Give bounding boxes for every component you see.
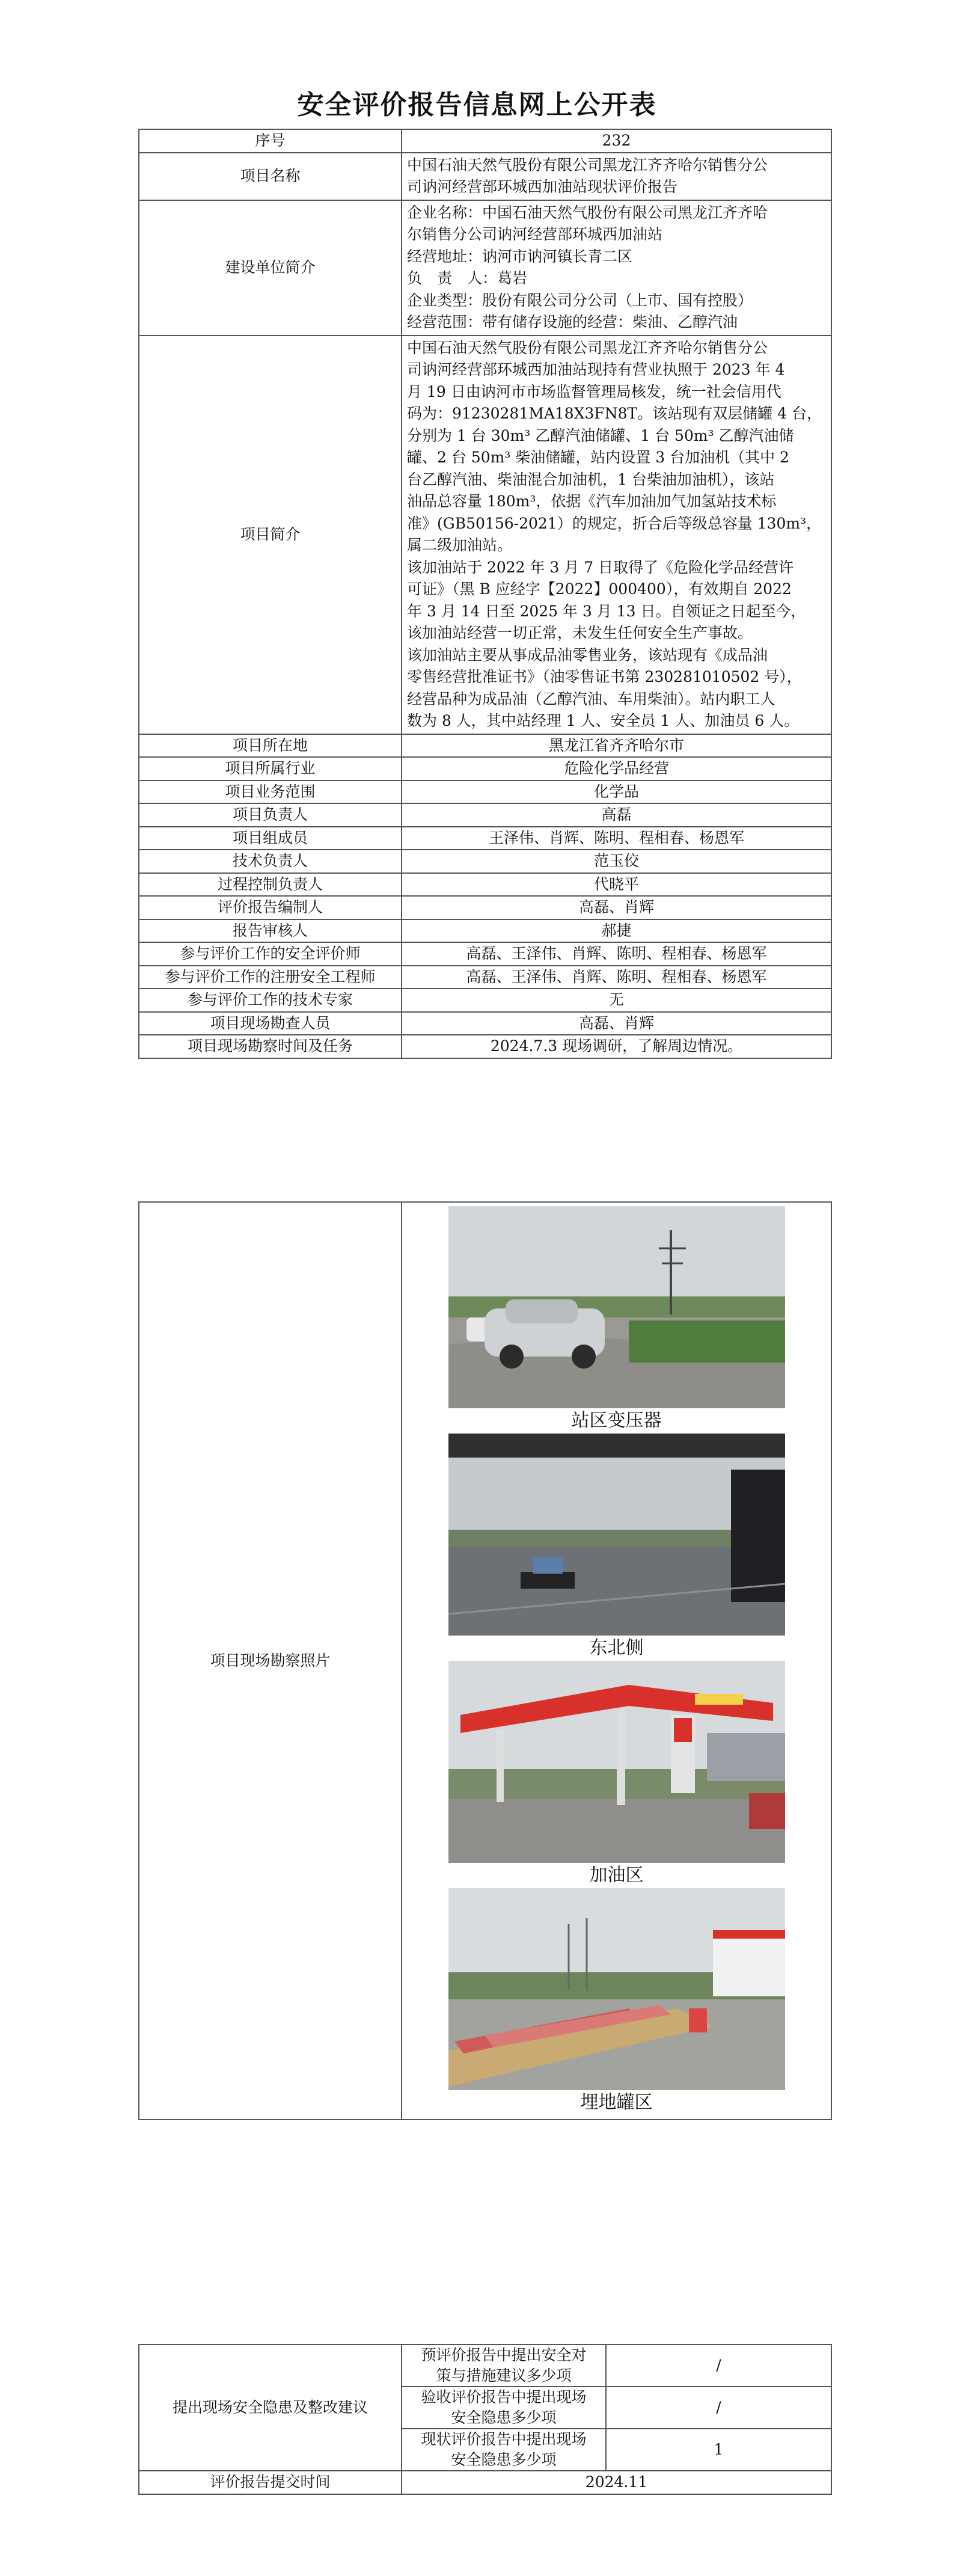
hazard-question <box>402 2429 606 2471</box>
table-row <box>139 336 831 734</box>
inspect-time-label: 项目现场勘察时间及任务 <box>139 1035 402 1058</box>
serial-label: 序号 <box>139 129 402 153</box>
photo-caption: 东北侧 <box>589 1637 644 1658</box>
text-line: 台乙醇汽油、柴油混合加油机，1 台柴油加油机），该站 <box>407 470 775 488</box>
table-row <box>139 153 831 200</box>
hazards-label: 提出现场安全隐患及整改建议 <box>139 2344 402 2471</box>
leader-value: 高磊 <box>402 803 831 827</box>
photo-table <box>138 1201 832 2120</box>
text-line: 安全隐患多少项 <box>451 2451 557 2468</box>
hazard-question <box>402 2387 606 2429</box>
table-row <box>139 827 831 850</box>
fuel-area-photo <box>448 1661 785 1863</box>
project-intro-value <box>402 336 831 734</box>
inspect-time-value: 2024.7.3 现场调研，了解周边情况。 <box>402 1035 831 1058</box>
hazard-answer: / <box>606 2344 831 2387</box>
hazard-answer: 1 <box>606 2429 831 2471</box>
table-row <box>139 873 831 897</box>
editor-label: 评价报告编制人 <box>139 896 402 919</box>
table-row <box>139 966 831 989</box>
scope-value: 化学品 <box>402 780 831 804</box>
experts-value: 无 <box>402 989 831 1012</box>
reviewer-value: 郝捷 <box>402 919 831 943</box>
hazard-answer: / <box>606 2387 831 2429</box>
table-row <box>139 803 831 827</box>
text-line: 可证》（黑 B 应经字【2022】000400），有效期自 2022 <box>407 580 792 598</box>
table-row <box>139 896 831 919</box>
photo-caption: 埋地罐区 <box>580 2092 653 2113</box>
text-line: 负 责 人：葛岩 <box>407 269 528 287</box>
table-row <box>139 2471 831 2494</box>
hazard-table <box>138 2344 832 2495</box>
project-name-value <box>402 153 831 200</box>
transformer-photo <box>448 1206 785 1408</box>
industry-value: 危险化学品经营 <box>402 757 831 780</box>
text-line: 中国石油天然气股份有限公司黑龙江齐齐哈尔销售分公 <box>407 156 768 174</box>
text-line: 该加油站主要从事成品油零售业务，该站现有《成品油 <box>407 646 768 664</box>
process-leader-value: 代晓平 <box>402 873 831 897</box>
text-line: 准》(GB50156-2021）的规定，折合后等级总容量 130m³， <box>407 514 822 532</box>
editor-value: 高磊、肖辉 <box>402 896 831 919</box>
leader-label: 项目负责人 <box>139 803 402 827</box>
process-leader-label: 过程控制负责人 <box>139 873 402 897</box>
table-row <box>139 1035 831 1058</box>
photo-caption: 加油区 <box>589 1865 644 1886</box>
table-row <box>139 780 831 804</box>
text-line: 月 19 日由讷河市市场监督管理局核发，统一社会信用代 <box>407 382 781 400</box>
assessors-label: 参与评价工作的安全评价师 <box>139 942 402 966</box>
table-row <box>139 129 831 153</box>
table-row <box>139 942 831 966</box>
location-label: 项目所在地 <box>139 734 402 758</box>
text-line: 司讷河经营部环城西加油站现持有营业执照于 2023 年 4 <box>407 361 785 378</box>
table-row <box>139 1012 831 1035</box>
inspectors-label: 项目现场勘查人员 <box>139 1012 402 1035</box>
scope-label: 项目业务范围 <box>139 780 402 804</box>
submit-value: 2024.11 <box>402 2471 831 2494</box>
text-line: 零售经营批准证书》（油零售证书第 230281010502 号）， <box>407 668 802 685</box>
reviewer-label: 报告审核人 <box>139 919 402 943</box>
serial-value: 232 <box>402 129 831 153</box>
photos-label: 项目现场勘察照片 <box>139 1202 402 2120</box>
table-row <box>139 734 831 758</box>
text-line: 尔销售分公司讷河经营部环城西加油站 <box>407 225 663 243</box>
text-line: 该加油站经营一切正常，未发生任何安全生产事故。 <box>407 624 753 642</box>
tech-leader-label: 技术负责人 <box>139 850 402 873</box>
industry-label: 项目所属行业 <box>139 757 402 780</box>
info-table <box>138 129 832 1059</box>
unit-intro-value <box>402 200 831 336</box>
text-line: 油品总容量 180m³，依据《汽车加油加气加氢站技术标 <box>407 492 777 510</box>
text-line: 安全隐患多少项 <box>451 2409 557 2426</box>
photo-block <box>448 1206 785 2115</box>
northeast-photo <box>448 1434 785 1636</box>
engineers-value: 高磊、王泽伟、肖辉、陈明、程相春、杨恩军 <box>402 966 831 989</box>
text-line: 企业名称：中国石油天然气股份有限公司黑龙江齐齐哈 <box>407 203 768 221</box>
text-line: 分别为 1 台 30m³ 乙醇汽油储罐、1 台 50m³ 乙醇汽油储 <box>407 426 794 444</box>
tech-leader-value: 范玉佼 <box>402 850 831 873</box>
text-line: 经营地址：讷河市讷河镇长青二区 <box>407 247 633 265</box>
table-row <box>139 850 831 873</box>
text-line: 策与措施建议多少项 <box>436 2367 572 2384</box>
text-line: 经营品种为成品油（乙醇汽油、车用柴油）。站内职工人 <box>407 690 775 708</box>
text-line: 验收评价报告中提出现场 <box>421 2388 587 2406</box>
location-value: 黑龙江省齐齐哈尔市 <box>402 734 831 758</box>
members-label: 项目组成员 <box>139 827 402 850</box>
text-line: 该加油站于 2022 年 3 月 7 日取得了《危险化学品经营许 <box>407 558 794 576</box>
experts-label: 参与评价工作的技术专家 <box>139 989 402 1012</box>
text-line: 现状评价报告中提出现场 <box>421 2430 587 2448</box>
submit-label: 评价报告提交时间 <box>139 2471 402 2494</box>
page-title: 安全评价报告信息网上公开表 <box>297 90 657 120</box>
inspectors-value: 高磊、肖辉 <box>402 1012 831 1035</box>
table-row <box>139 1202 831 2120</box>
table-row <box>139 919 831 943</box>
text-line: 罐、2 台 50m³ 柴油储罐，站内设置 3 台加油机（其中 2 <box>407 449 789 466</box>
text-line: 中国石油天然气股份有限公司黑龙江齐齐哈尔销售分公 <box>407 339 768 357</box>
table-row <box>139 2344 831 2387</box>
text-line: 企业类型：股份有限公司分公司（上市、国有控股） <box>407 291 753 309</box>
unit-intro-label: 建设单位简介 <box>139 200 402 336</box>
members-value: 王泽伟、肖辉、陈明、程相春、杨恩军 <box>402 827 831 850</box>
tank-area-photo <box>448 1888 785 2090</box>
table-row <box>139 757 831 780</box>
hazard-question <box>402 2344 606 2387</box>
text-line: 年 3 月 14 日至 2025 年 3 月 13 日。自领证之日起至今， <box>407 602 806 620</box>
text-line: 司讷河经营部环城西加油站现状评价报告 <box>407 178 678 195</box>
text-line: 经营范围：带有储存设施的经营：柴油、乙醇汽油 <box>407 313 738 331</box>
photo-caption: 站区变压器 <box>571 1410 662 1431</box>
project-name-label: 项目名称 <box>139 153 402 200</box>
table-row <box>139 200 831 336</box>
engineers-label: 参与评价工作的注册安全工程师 <box>139 966 402 989</box>
project-intro-label: 项目简介 <box>139 336 402 734</box>
text-line: 属二级加油站。 <box>407 536 513 554</box>
photos-cell <box>402 1202 831 2120</box>
text-line: 预评价报告中提出安全对 <box>421 2346 587 2364</box>
table-row <box>139 989 831 1012</box>
text-line: 码为：91230281MA18X3FN8T。该站现有双层储罐 4 台， <box>407 405 822 422</box>
assessors-value: 高磊、王泽伟、肖辉、陈明、程相春、杨恩军 <box>402 942 831 966</box>
text-line: 数为 8 人，其中站经理 1 人、安全员 1 人、加油员 6 人。 <box>407 712 800 729</box>
